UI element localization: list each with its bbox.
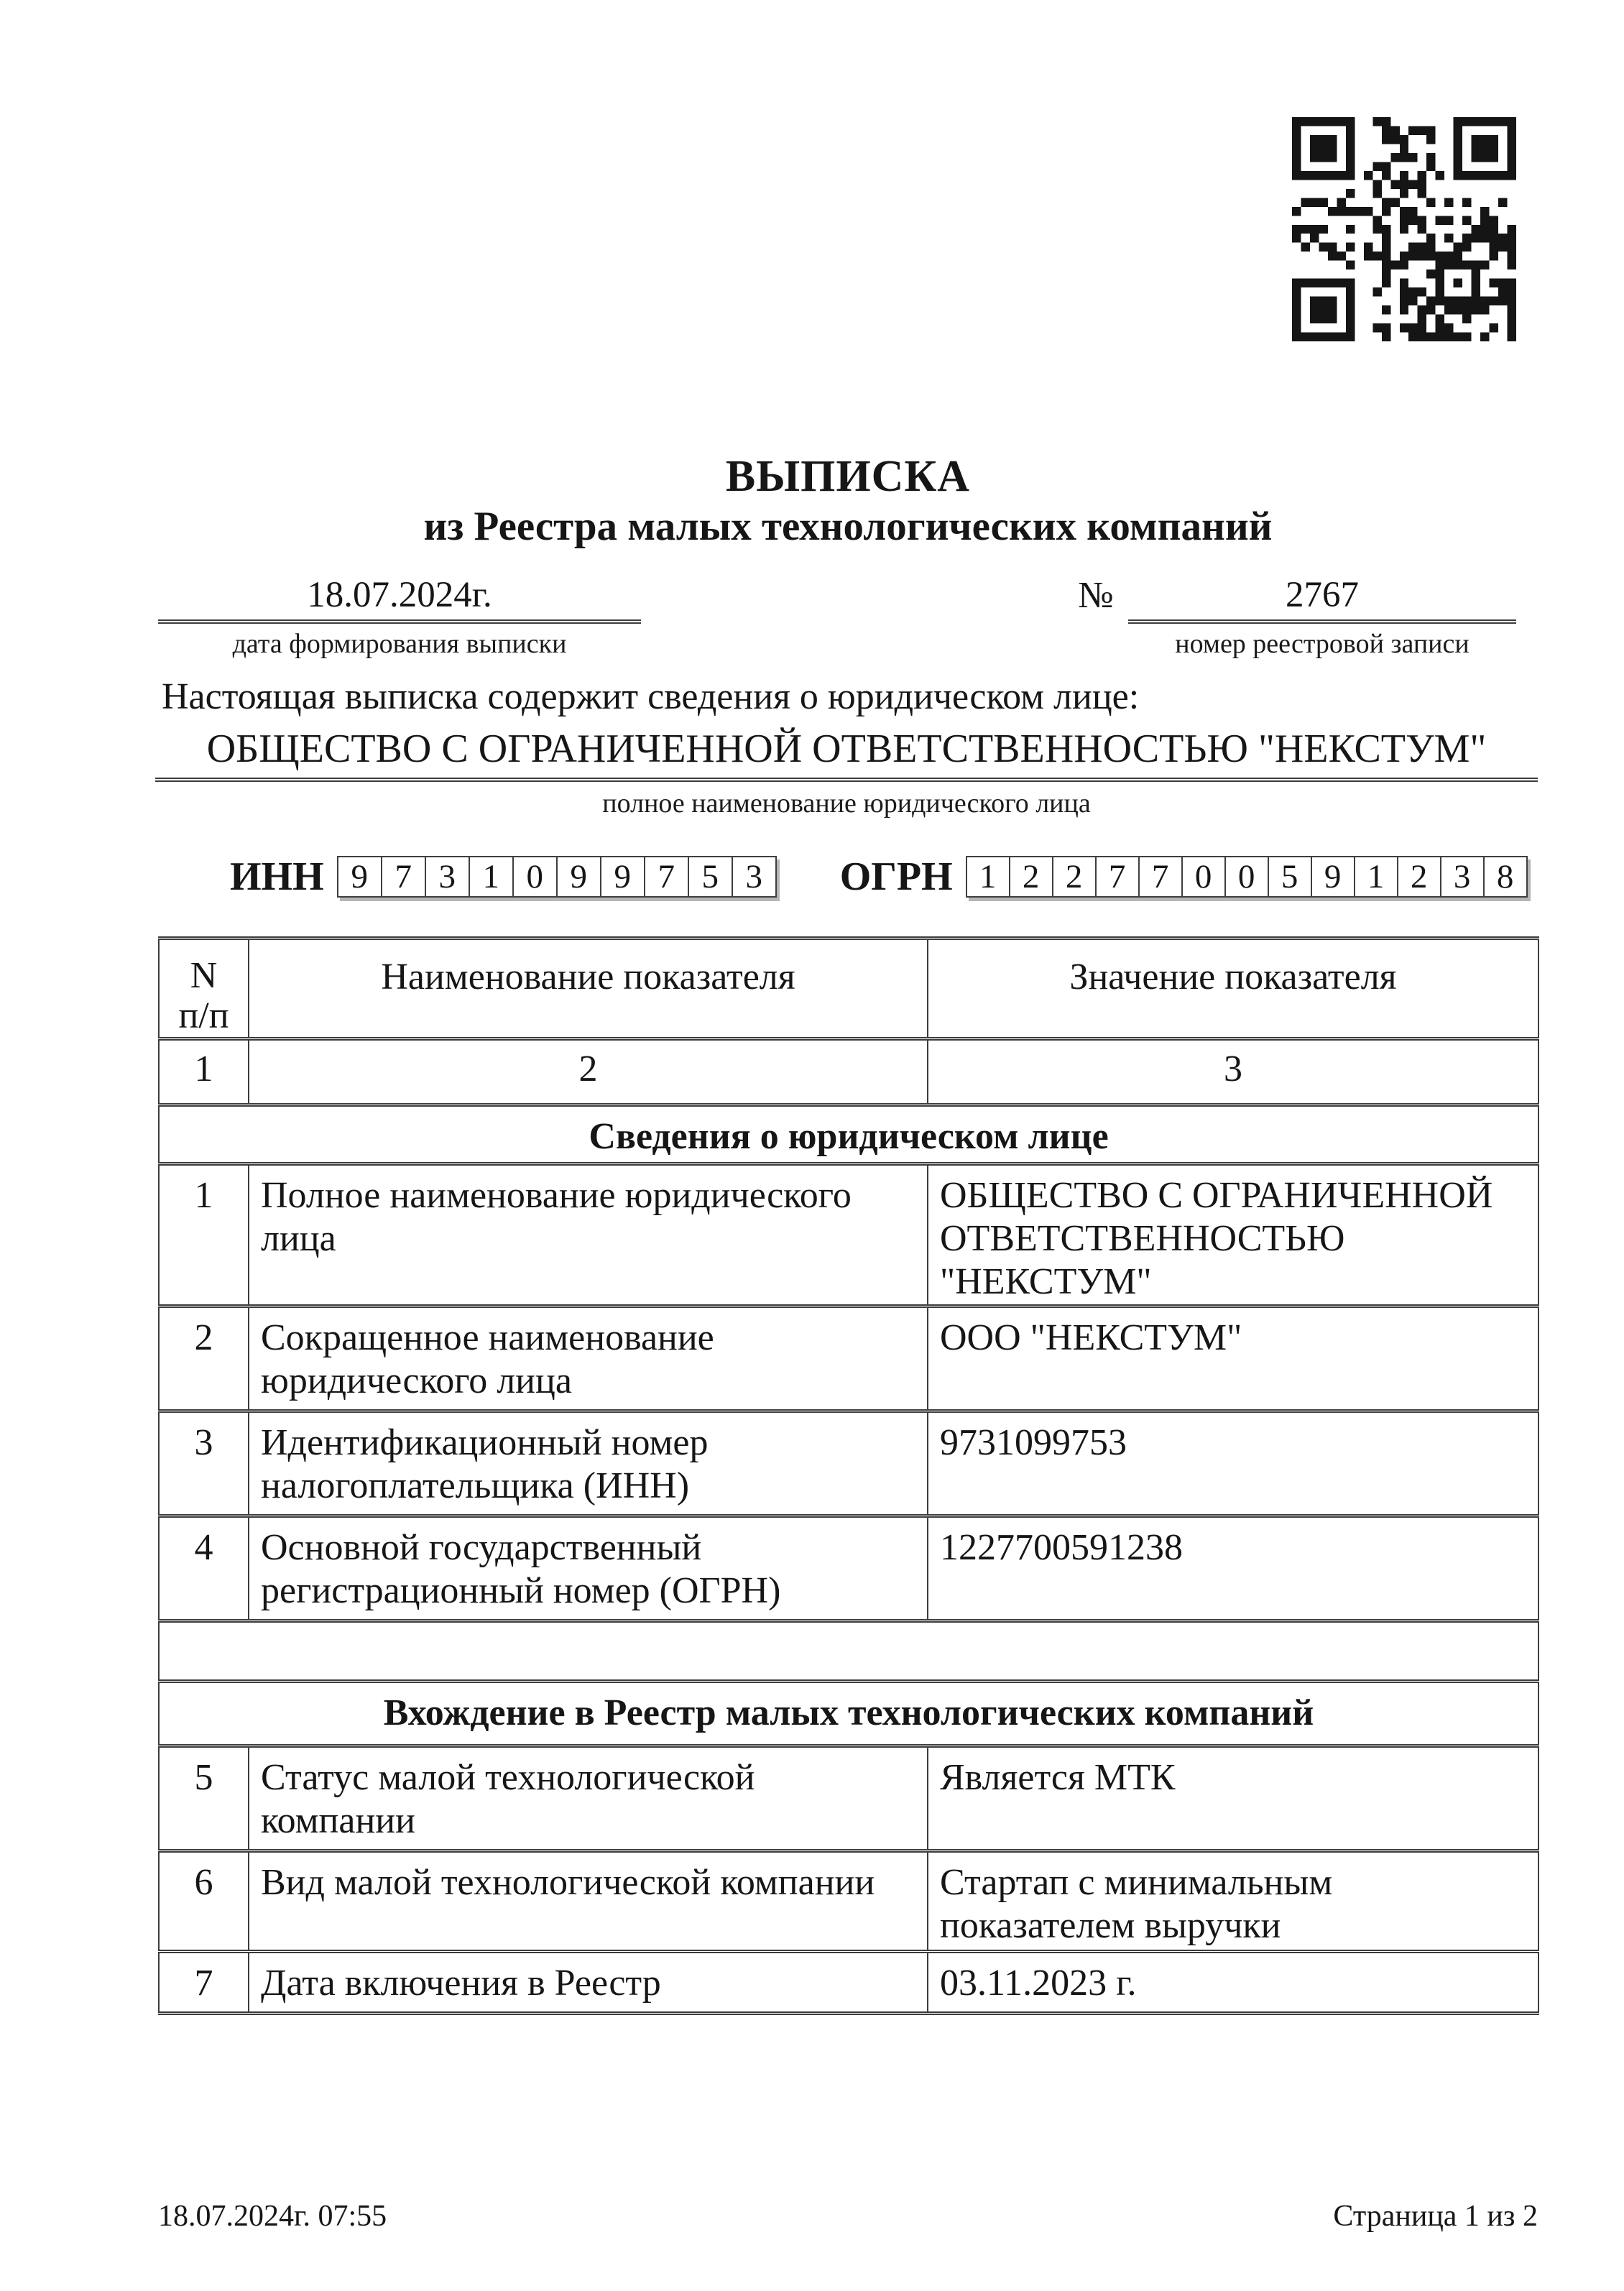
inn-digit-box: 7 xyxy=(381,856,426,898)
codes-row xyxy=(230,854,1528,900)
document-subtitle: из Реестра малых технологических компаний xyxy=(423,504,1273,549)
row-num-cell: 1 xyxy=(159,1164,249,1306)
reference-row xyxy=(158,575,1538,660)
ogrn-digit-box: 5 xyxy=(1268,856,1312,898)
row-num-cell: 3 xyxy=(159,1411,249,1516)
column-number-cell: 1 xyxy=(159,1039,249,1105)
qr-code-image xyxy=(1292,117,1516,341)
ogrn-digit-box: 1 xyxy=(966,856,1010,898)
column-number-cell: 3 xyxy=(928,1039,1538,1105)
number-sign: № xyxy=(1078,575,1114,616)
formation-date-value: 18.07.2024г. xyxy=(158,575,641,624)
inn-label: ИНН xyxy=(230,854,324,899)
registry-number-value: 2767 xyxy=(1128,575,1516,624)
ogrn-digit-box: 2 xyxy=(1397,856,1441,898)
ogrn-digit-box: 1 xyxy=(1354,856,1398,898)
indicator-name-cell: Вид малой технологической компании xyxy=(249,1851,928,1952)
company-name-block xyxy=(155,727,1538,819)
column-numbers-row xyxy=(159,1039,1538,1105)
company-full-name: ОБЩЕСТВО С ОГРАНИЧЕННОЙ ОТВЕТСТВЕННОСТЬЮ "НЕКСТУМ" xyxy=(155,727,1538,782)
header-num-cell xyxy=(159,939,249,1039)
ogrn-digit-box: 0 xyxy=(1181,856,1226,898)
empty-cell xyxy=(159,1621,1538,1682)
ogrn-digit-box: 7 xyxy=(1138,856,1183,898)
indicator-name-cell: Сокращенное наименование юридического лица xyxy=(249,1306,928,1411)
table-row xyxy=(159,1851,1538,1952)
section-row xyxy=(159,1682,1538,1746)
indicator-name-cell: Статус малой технологической компании xyxy=(249,1746,928,1851)
inn-digit-box: 7 xyxy=(644,856,689,898)
header-value-cell: Значение показателя xyxy=(928,939,1538,1039)
intro-paragraph: Настоящая выписка содержит сведения о юридическом лице: xyxy=(162,676,1140,717)
row-num-cell: 6 xyxy=(159,1851,249,1952)
inn-digit-box: 9 xyxy=(556,856,601,898)
formation-date-field xyxy=(158,575,641,660)
ogrn-digit-box: 7 xyxy=(1095,856,1140,898)
inn-digit-box: 9 xyxy=(600,856,645,898)
row-num-cell: 4 xyxy=(159,1516,249,1621)
column-number-cell: 2 xyxy=(249,1039,928,1105)
registry-number-field xyxy=(1128,575,1516,660)
indicator-value-cell: ОБЩЕСТВО С ОГРАНИЧЕННОЙ ОТВЕТСТВЕННОСТЬЮ "НЕКСТУМ" xyxy=(928,1164,1538,1306)
title-block xyxy=(158,451,1538,552)
ogrn-digit-box: 9 xyxy=(1311,856,1355,898)
ogrn-label: ОГРН xyxy=(839,854,953,899)
section-title-legal-entity: Сведения о юридическом лице xyxy=(159,1105,1538,1164)
company-name-label: полное наименование юридического лица xyxy=(602,788,1091,819)
footer-generated-timestamp: 18.07.2024г. 07:55 xyxy=(158,2200,387,2233)
inn-digit-boxes xyxy=(337,856,777,898)
indicator-value-cell: ООО "НЕКСТУМ" xyxy=(928,1306,1538,1411)
indicator-name-cell: Полное наименование юридического лица xyxy=(249,1164,928,1306)
qr-code xyxy=(1292,117,1516,341)
ogrn-digit-box: 0 xyxy=(1224,856,1269,898)
indicator-value-cell: Является МТК xyxy=(928,1746,1538,1851)
indicator-name-cell: Идентификационный номер налогоплательщика (ИНН) xyxy=(249,1411,928,1516)
inn-digit-box: 0 xyxy=(512,856,558,898)
empty-row xyxy=(159,1621,1538,1682)
document-title: ВЫПИСКА xyxy=(725,452,971,501)
indicator-name-cell: Дата включения в Реестр xyxy=(249,1952,928,2014)
row-num-cell: 2 xyxy=(159,1306,249,1411)
section-title-registry-entry: Вхождение в Реестр малых технологических компаний xyxy=(159,1682,1538,1746)
indicator-value-cell: 03.11.2023 г. xyxy=(928,1952,1538,2014)
inn-digit-box: 5 xyxy=(688,856,733,898)
inn-digit-box: 3 xyxy=(425,856,470,898)
registry-number-group xyxy=(1078,575,1516,660)
table-row xyxy=(159,1164,1538,1306)
ogrn-digit-box: 8 xyxy=(1483,856,1528,898)
page-footer xyxy=(158,2199,1538,2234)
ogrn-digit-box: 2 xyxy=(1052,856,1097,898)
indicator-value-cell: 9731099753 xyxy=(928,1411,1538,1516)
registry-number-label: номер реестровой записи xyxy=(1175,629,1470,659)
footer-page-indicator: Страница 1 из 2 xyxy=(1333,2200,1538,2233)
ogrn-digit-boxes xyxy=(966,856,1528,898)
inn-digit-box: 3 xyxy=(732,856,777,898)
table-row xyxy=(159,1516,1538,1621)
row-num-cell: 7 xyxy=(159,1952,249,2014)
table-row xyxy=(159,1746,1538,1851)
header-num-line1: N xyxy=(190,955,218,996)
indicator-value-cell: Стартап с минимальным показателем выручки xyxy=(928,1851,1538,1952)
indicators-table xyxy=(158,936,1539,2015)
indicator-value-cell: 1227700591238 xyxy=(928,1516,1538,1621)
table-header-row xyxy=(159,939,1538,1039)
ogrn-digit-box: 3 xyxy=(1440,856,1485,898)
table-row xyxy=(159,1306,1538,1411)
header-num-line2: п/п xyxy=(178,995,229,1036)
indicator-name-cell: Основной государственный регистрационный номер (ОГРН) xyxy=(249,1516,928,1621)
inn-digit-box: 9 xyxy=(337,856,382,898)
table-row xyxy=(159,1411,1538,1516)
table-row xyxy=(159,1952,1538,2014)
section-row xyxy=(159,1105,1538,1164)
inn-digit-box: 1 xyxy=(469,856,514,898)
formation-date-label: дата формирования выписки xyxy=(232,629,567,659)
row-num-cell: 5 xyxy=(159,1746,249,1851)
header-name-cell: Наименование показателя xyxy=(249,939,928,1039)
ogrn-digit-box: 2 xyxy=(1009,856,1053,898)
